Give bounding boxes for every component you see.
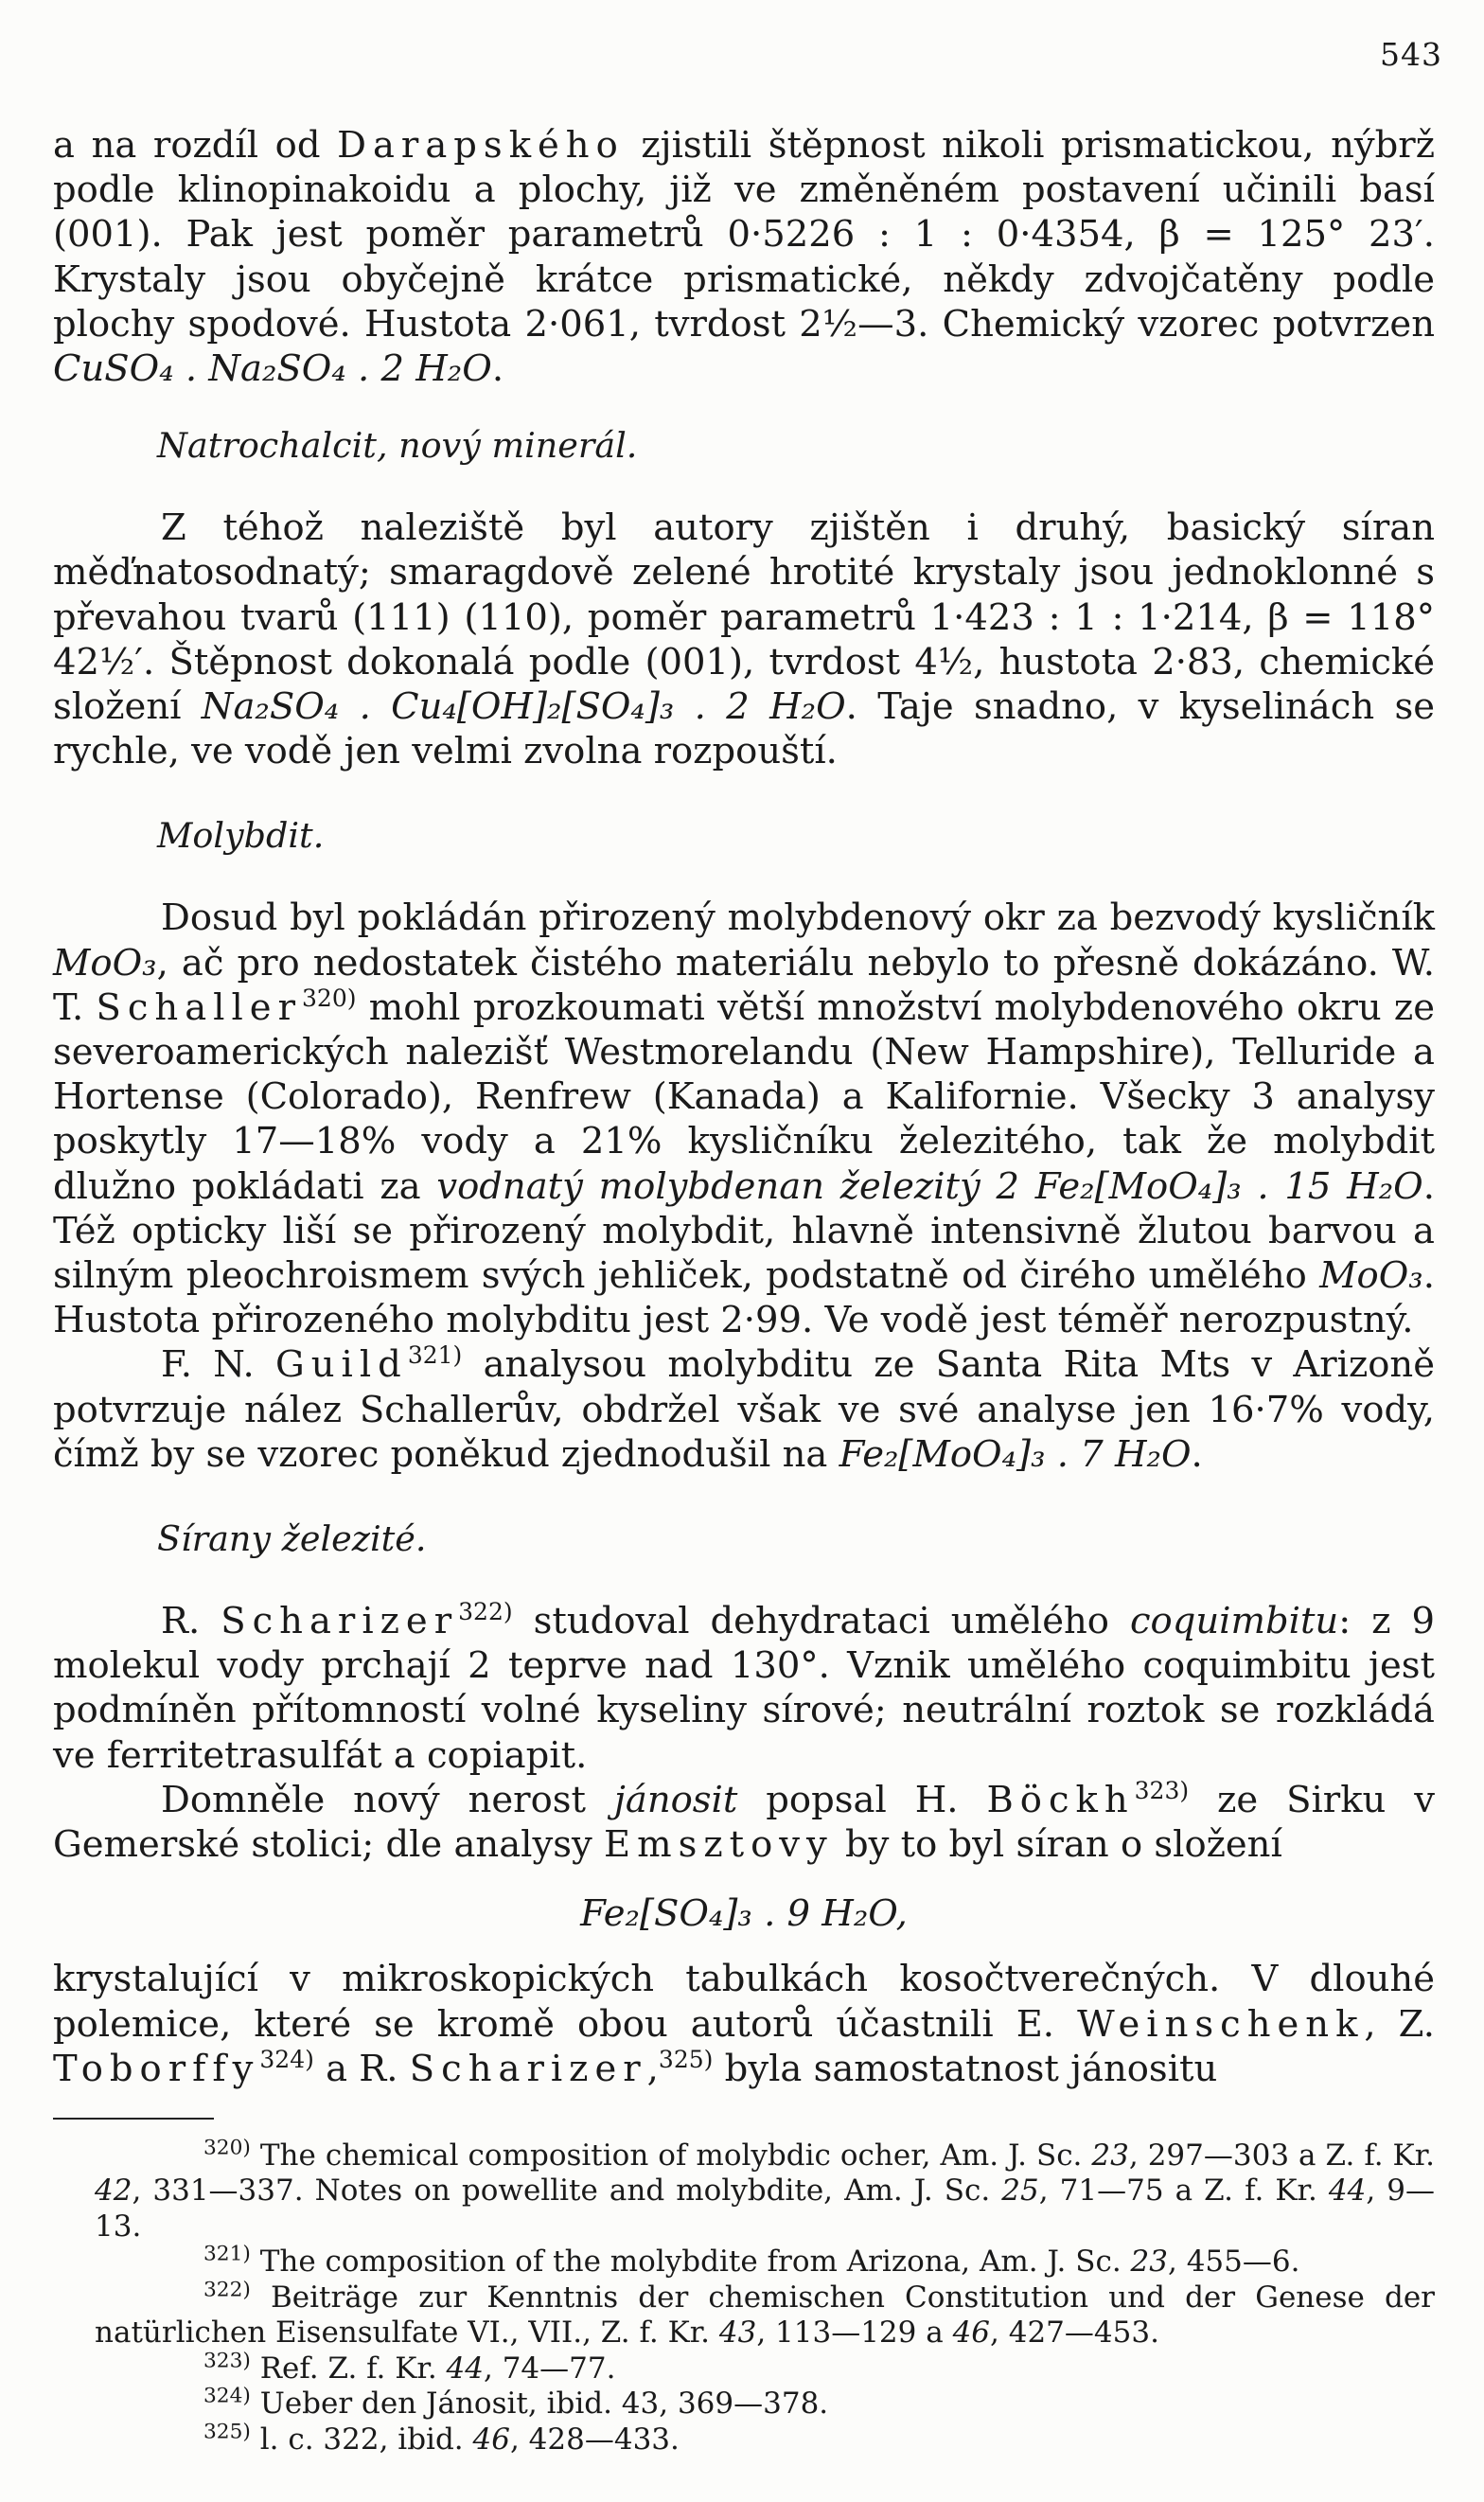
centered-formula: Fe₂[SO₄]₃ . 9 H₂O, [580, 1892, 908, 1936]
footnote-322: $^{322)}$ Beiträge zur Kenntnis der chemischen Constitution und der Genese der natürlichen Eisensulfate VI., VII., Z. f. Kr. 43, 113—129 a 46, 427—453. [95, 2278, 1435, 2351]
footnote-ref: 322) [458, 1598, 513, 1626]
italic-term: vodnatý molybdenan železitý [436, 1164, 980, 1208]
footnote-ref: 320) [301, 985, 357, 1013]
author-name: Guild [274, 1343, 408, 1387]
section-heading-natrochalcit: Natrochalcit, nový minerál. [157, 425, 638, 467]
author-name: Schaller [96, 985, 302, 1029]
footnote-divider [53, 2118, 214, 2120]
footnote-ref: 325) [658, 2045, 714, 2073]
chemical-formula: CuSO₄ . Na₂SO₄ . 2 H₂O [53, 347, 492, 391]
author-name: Böckh [986, 1778, 1135, 1821]
footnote-ref: 324) [259, 2045, 314, 2073]
chemical-formula: 2 Fe₂[MoO₄]₃ . 15 H₂O [996, 1164, 1423, 1208]
paragraph-molybdit: Dosud byl pokládán přirozený molybdenový okr za bezvodý kysličník MoO₃, ač pro nedostatek čistého materiálu nebylo to přesně dokázáno. W. T. Schaller$^{320)}$ mohl prozkoumati větší množství molybdenového okru ze severoamerických nalezišť Westmorelandu (New Hampshire), Telluride a Hortense (Colorado), Renfrew (Kanada) a Kalifornie. Všecky 3 analysy poskytly 17—18% vody a 21% kysličníku železitého, tak že molybdit dlužno pokládati za vodnatý molybdenan železitý 2 Fe₂[MoO₄]₃ . 15 H₂O. Též opticky liší se přirozený molybdit, hlavně intensivně žlutou barvou a silným pleochroismem svých jehliček, podstatně od čirého umělého MoO₃. Hustota přirozeného molybditu jest 2·99. Ve vodě jest téměř nerozpustný. [53, 896, 1435, 1342]
footnote-320: $^{320)}$ The chemical composition of molybdic ocher, Am. J. Sc. 23, 297—303 a Z. f. Kr. 42, 331—337. Notes on powellite and molybdite, Am. J. Sc. 25, 71—75 a Z. f. Kr. 44, 9—13. [95, 2136, 1435, 2244]
author-name: Toborffy [53, 2047, 260, 2090]
author-name: Darapského [337, 124, 625, 167]
chemical-formula: Na₂SO₄ . Cu₄[OH]₂[SO₄]₃ . 2 H₂O [201, 685, 846, 729]
author-name: Scharizer [409, 2047, 647, 2090]
italic-term: coquimbitu [1129, 1600, 1339, 1643]
author-name: Emsztovy [603, 1823, 834, 1867]
paragraph-polemic: krystalující v mikroskopických tabulkách kosočtverečných. V dlouhé polemice, které se kromě obou autorů účastnili E. Weinschenk, Z. Toborffy$^{324)}$ a R. Scharizer,$^{325)}$ byla samostatnost jánositu [53, 1958, 1435, 2090]
paragraph-natrochalcit: Z téhož naleziště byl autory zjištěn i druhý, basický síran měďnatosodnatý; smaragdově zelené hrotité krystaly jsou jednoklonné s převahou tvarů (111) (110), poměr parametrů 1·423 : 1 : 1·214, β = 118° 42½′. Štěpnost dokonalá podle (001), tvrdost 4½, hustota 2·83, chemické složení Na₂SO₄ . Cu₄[OH]₂[SO₄]₃ . 2 H₂O. Taje snadno, v kyselinách se rychle, ve vodě jen velmi zvolna rozpouští. [53, 506, 1436, 773]
footnote-324: $^{324)}$ Ueber den Jánosit, ibid. 43, 369—378. [203, 2385, 829, 2422]
paragraph-janosit: Domněle nový nerost jánosit popsal H. Böckh$^{323)}$ ze Sirku v Gemerské stolici; dle analysy Emsztovy by to byl síran o složení [53, 1777, 1436, 1867]
footnote-325: $^{325)}$ l. c. 322, ibid. 46, 428—433. [203, 2420, 680, 2457]
chemical-formula: MoO₃ [1319, 1254, 1423, 1298]
author-name: Weinschenk [1077, 2002, 1365, 2046]
author-name: Scharizer [221, 1600, 459, 1643]
section-heading-sirany: Sírany železité. [157, 1518, 427, 1560]
section-heading-molybdit: Molybdit. [157, 815, 325, 857]
page-number: 543 [1380, 36, 1442, 73]
paragraph-scharizer: R. Scharizer$^{322)}$ studoval dehydrataci umělého coquimbitu: z 9 molekul vody prchají 2 teprve nad 130°. Vznik umělého coquimbitu jest podmíněn přítomností volné kyseliny sírové; neutrální roztok se rozkládá ve ferritetrasulfát a copiapit. [53, 1598, 1435, 1777]
paragraph-guild: F. N. Guild$^{321)}$ analysou molybditu ze Santa Rita Mts v Arizoně potvrzuje nález Schallerův, obdržel však ve své analyse jen 16·7% vody, čímž by se vzorec poněkud zjednodušil na Fe₂[MoO₄]₃ . 7 H₂O. [53, 1341, 1435, 1476]
chemical-formula: Fe₂[MoO₄]₃ . 7 H₂O [839, 1432, 1192, 1476]
footnote-ref: 321) [407, 1341, 463, 1370]
page-body [53, 123, 1435, 2458]
paragraph-darapsky: a na rozdíl od Darapského zjistili štěpnost nikoli prismatickou, nýbrž podle klinopinakoidu a plochy, již ve změněném postavení učinili basí (001). Pak jest poměr parametrů 0·5226 : 1 : 0·4354, β = 125° 23′. Krystaly jsou obyčejně krátce prismatické, někdy zdvojčatěny podle plochy spodové. Hustota 2·061, tvrdost 2½—3. Chemický vzorec potvrzen CuSO₄ . Na₂SO₄ . 2 H₂O. [53, 124, 1435, 391]
footnote-ref: 323) [1134, 1777, 1190, 1805]
footnote-323: $^{323)}$ Ref. Z. f. Kr. 44, 74—77. [203, 2349, 616, 2386]
italic-term: jánosit [613, 1778, 738, 1821]
chemical-formula: MoO₃ [53, 941, 157, 985]
footnote-321: $^{321)}$ The composition of the molybdite from Arizona, Am. J. Sc. 23, 455—6. [203, 2243, 1300, 2280]
